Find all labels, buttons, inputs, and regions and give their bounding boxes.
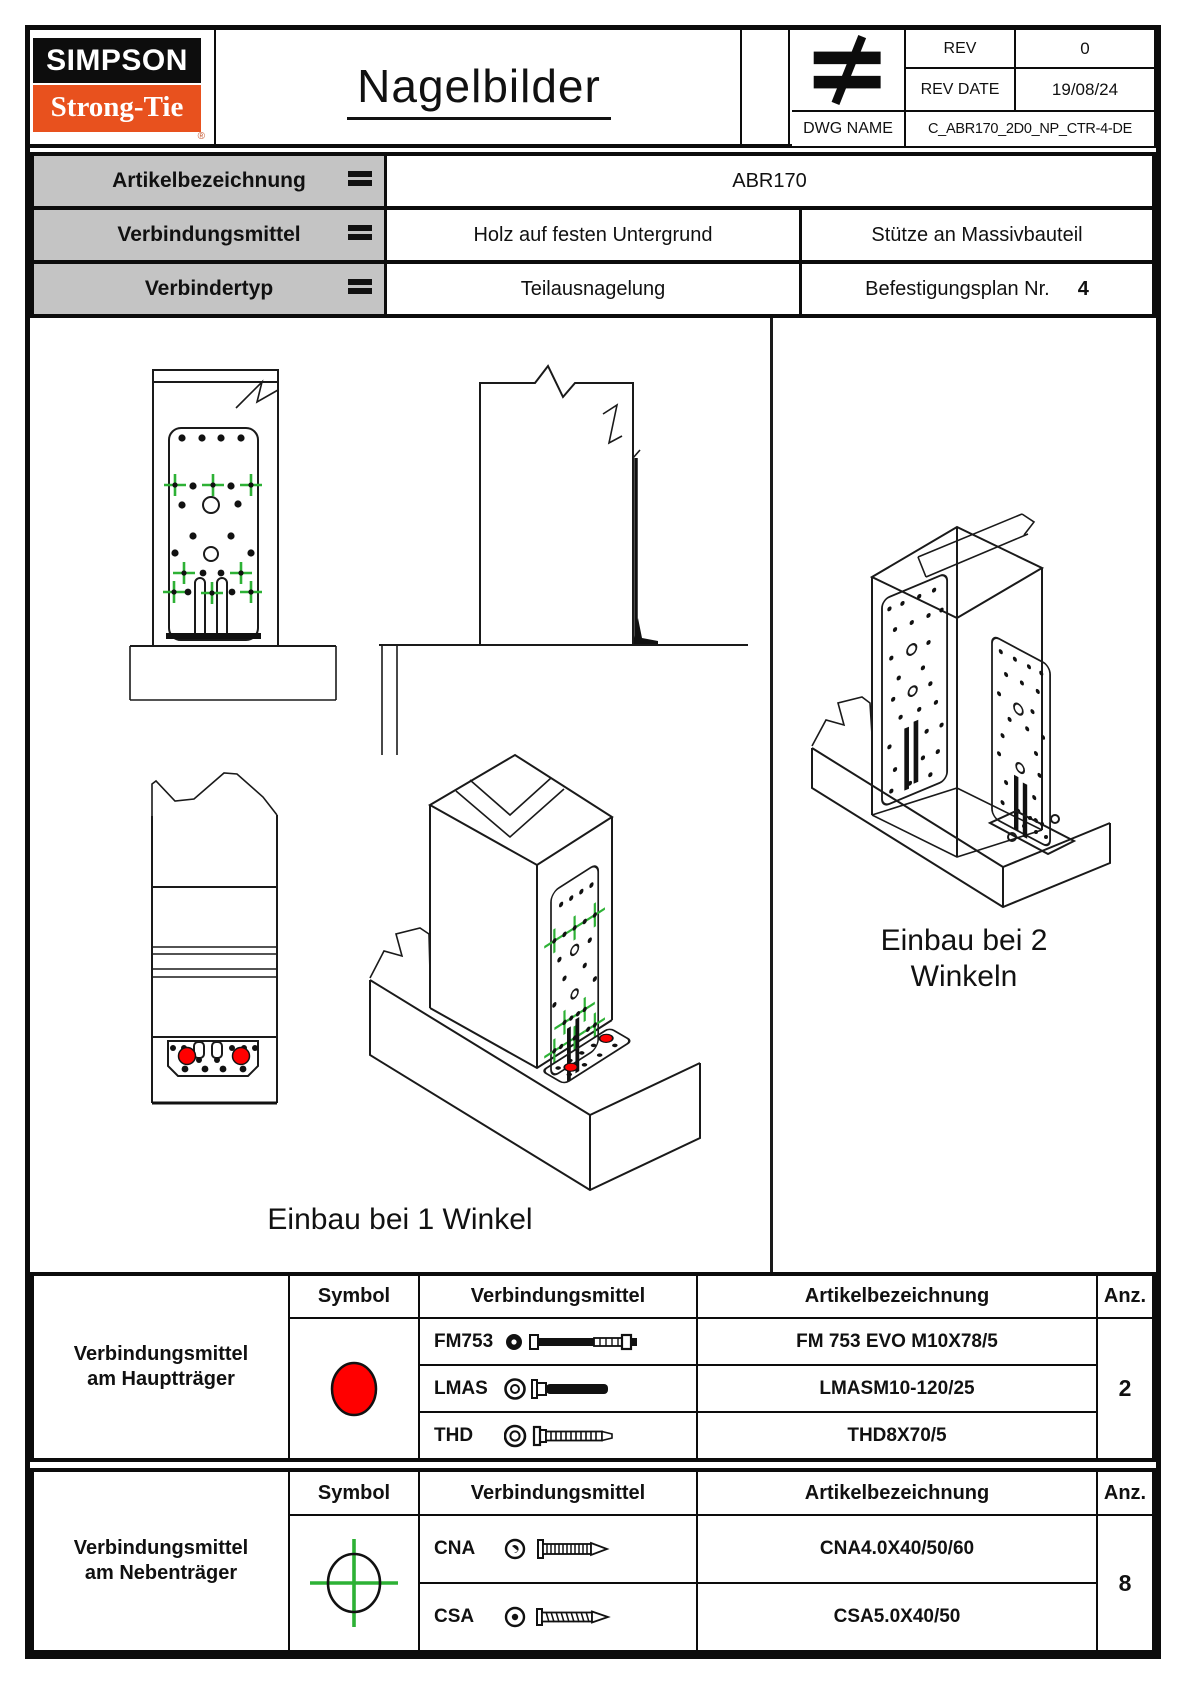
rev-date-value: 19/08/24 (1016, 69, 1154, 110)
info-row-verbindungsmittel (30, 206, 1156, 264)
equals-icon (348, 276, 372, 302)
info-row-artikel (30, 152, 1156, 210)
main-fastener-table (30, 1272, 1156, 1462)
befestigungsplan-number: 4 (1077, 277, 1089, 300)
side-view-drawing (355, 350, 750, 760)
fastener-header: Verbindungsmittel (420, 1472, 696, 1514)
artikel-value: ABR170 (732, 169, 807, 192)
registered-mark: ® (197, 131, 205, 142)
qty-header: Anz. (1098, 1276, 1152, 1317)
logo-strongtie: Strong-Tie (33, 85, 201, 132)
info-rows (30, 152, 1156, 318)
page-title: Nagelbilder (347, 59, 611, 120)
dwg-name-label: DWG NAME (792, 112, 904, 146)
symbol-header: Symbol (290, 1472, 418, 1514)
dwg-name-value: C_ABR170_2D0_NP_CTR-4-DE (906, 112, 1154, 146)
base-plate-view-drawing (138, 770, 288, 1110)
title-block (792, 30, 1156, 148)
logo-cell (30, 30, 216, 148)
secondary-group-label: Verbindungsmittel am Nebenträger (34, 1472, 288, 1650)
main-qty: 2 (1098, 1319, 1152, 1458)
verbindungsmittel-label: Verbindungsmittel (34, 210, 387, 260)
article-header: Artikelbezeichnung (698, 1276, 1096, 1317)
verbindertyp-value: Teilausnagelung (387, 264, 802, 314)
symbol-header: Symbol (290, 1276, 418, 1317)
fastener-row-thd: THD (420, 1413, 696, 1458)
title-cell (218, 30, 742, 148)
anchor-bolt-icon (504, 1325, 676, 1359)
caption-two-angles: Einbau bei 2 Winkeln (880, 924, 1048, 993)
fastener-header: Verbindungsmittel (420, 1276, 696, 1317)
befestigungsplan-label: Befestigungsplan Nr. (865, 277, 1050, 300)
secondary-fastener-table (30, 1468, 1156, 1654)
secondary-qty: 8 (1098, 1516, 1152, 1650)
anchor-nail-icon (504, 1532, 676, 1566)
concrete-screw-icon (504, 1419, 676, 1453)
drawing-divider (770, 318, 773, 1272)
drawing-area (30, 318, 1156, 1272)
fastener-row-cna: CNA (420, 1516, 696, 1582)
artikel-label: Artikelbezeichnung (34, 156, 387, 206)
article-csa: CSA5.0X40/50 (698, 1584, 1096, 1650)
green-crosshair-symbol (290, 1516, 418, 1650)
article-cna: CNA4.0X40/50/60 (698, 1516, 1096, 1582)
befestigungsplan-cell (802, 264, 1152, 314)
article-lmas: LMASM10-120/25 (698, 1366, 1096, 1411)
iso-view-one-angle-drawing (330, 735, 760, 1195)
fastener-row-csa: CSA (420, 1584, 696, 1650)
qty-header: Anz. (1098, 1472, 1152, 1514)
sheet-frame (25, 25, 1161, 1659)
equals-icon (348, 222, 372, 248)
not-equal-icon (792, 30, 904, 110)
empty-cell (744, 30, 790, 148)
front-view-drawing (128, 350, 340, 722)
simpson-strongtie-logo (33, 38, 205, 142)
verbindungsmittel-value-right: Stütze an Massivbauteil (871, 223, 1083, 246)
header-band (30, 30, 1156, 148)
info-row-verbindertyp (30, 260, 1156, 318)
fastener-row-fm753: FM753 (420, 1319, 696, 1364)
logo-simpson: SIMPSON (33, 38, 201, 83)
frame-anchor-icon (504, 1372, 676, 1406)
fastener-row-lmas: LMAS (420, 1366, 696, 1411)
rev-date-label: REV DATE (906, 69, 1014, 110)
article-header: Artikelbezeichnung (698, 1472, 1096, 1514)
equals-icon (348, 168, 372, 194)
rev-value: 0 (1016, 30, 1154, 67)
red-circle-symbol (290, 1319, 418, 1458)
main-group-label: Verbindungsmittel am Hauptträger (34, 1276, 288, 1458)
verbindertyp-label: Verbindertyp (34, 264, 387, 314)
article-fm753: FM 753 EVO M10X78/5 (698, 1319, 1096, 1364)
article-thd: THD8X70/5 (698, 1413, 1096, 1458)
anchor-screw-icon (504, 1600, 676, 1634)
iso-view-two-angles-drawing (778, 485, 1156, 925)
verbindungsmittel-value-left: Holz auf festen Untergrund (387, 210, 802, 260)
rev-label: REV (906, 30, 1014, 67)
caption-one-angle: Einbau bei 1 Winkel (267, 1203, 533, 1236)
